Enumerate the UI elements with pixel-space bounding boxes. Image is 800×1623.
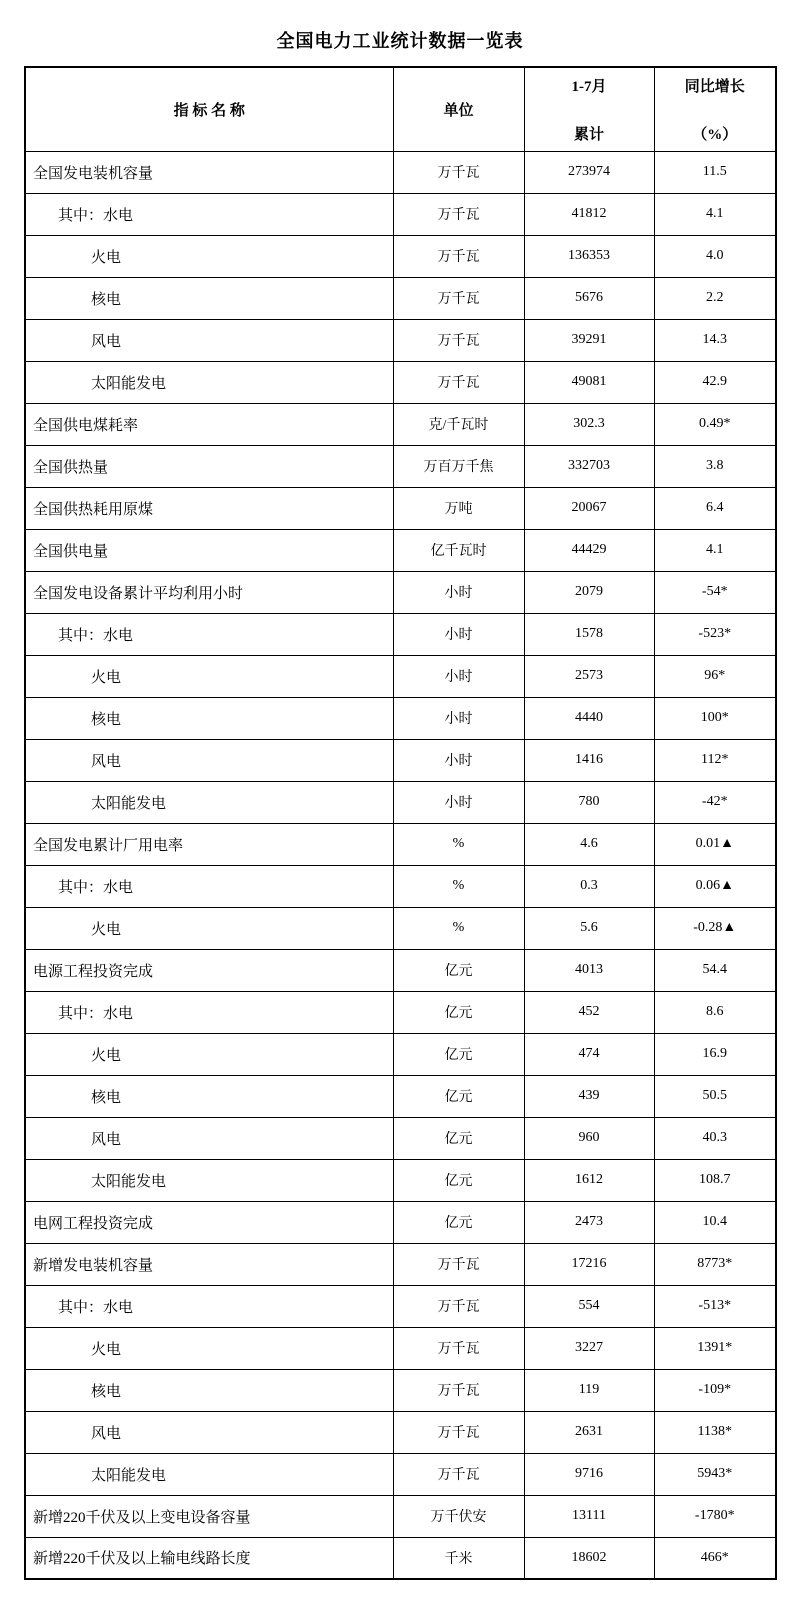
growth-cell: -0.28▲ <box>654 907 776 949</box>
growth-cell: 50.5 <box>654 1075 776 1117</box>
header-row <box>25 67 776 151</box>
indicator-cell: 核电 <box>25 1369 393 1411</box>
table-row <box>25 907 776 949</box>
unit-cell: 万千瓦 <box>393 277 524 319</box>
indicator-cell: 新增发电装机容量 <box>25 1243 393 1285</box>
table-row <box>25 823 776 865</box>
table-row <box>25 1117 776 1159</box>
unit-cell: 万千瓦 <box>393 1285 524 1327</box>
growth-cell: -109* <box>654 1369 776 1411</box>
indicator-cell: 火电 <box>25 1033 393 1075</box>
table-row <box>25 277 776 319</box>
indicator-cell: 太阳能发电 <box>25 361 393 403</box>
growth-cell: 2.2 <box>654 277 776 319</box>
growth-cell: 8.6 <box>654 991 776 1033</box>
growth-cell: 6.4 <box>654 487 776 529</box>
growth-cell: 10.4 <box>654 1201 776 1243</box>
value-cell: 1612 <box>524 1159 654 1201</box>
header-period-line1: 1-7月 <box>571 78 607 95</box>
value-cell: 9716 <box>524 1453 654 1495</box>
indicator-cell: 火电 <box>25 1327 393 1369</box>
growth-cell: -513* <box>654 1285 776 1327</box>
value-cell: 4013 <box>524 949 654 991</box>
value-cell: 780 <box>524 781 654 823</box>
value-cell: 452 <box>524 991 654 1033</box>
growth-cell: 4.1 <box>654 193 776 235</box>
growth-cell: 0.49* <box>654 403 776 445</box>
indicator-cell: 其中：水电 <box>25 865 393 907</box>
indicator-cell: 其中：水电 <box>25 193 393 235</box>
table-row <box>25 1537 776 1579</box>
unit-cell: 万千瓦 <box>393 1453 524 1495</box>
value-cell: 474 <box>524 1033 654 1075</box>
growth-cell: 0.06▲ <box>654 865 776 907</box>
value-cell: 2573 <box>524 655 654 697</box>
indicator-cell: 其中：水电 <box>25 1285 393 1327</box>
unit-cell: 小时 <box>393 613 524 655</box>
value-cell: 18602 <box>524 1537 654 1579</box>
growth-cell: 100* <box>654 697 776 739</box>
growth-cell: 42.9 <box>654 361 776 403</box>
growth-cell: -523* <box>654 613 776 655</box>
unit-cell: 万千瓦 <box>393 1243 524 1285</box>
value-cell: 13111 <box>524 1495 654 1537</box>
table-body <box>25 151 776 1579</box>
growth-cell: 96* <box>654 655 776 697</box>
table-row <box>25 1327 776 1369</box>
table-row <box>25 529 776 571</box>
indicator-cell: 风电 <box>25 739 393 781</box>
unit-cell: 万千瓦 <box>393 151 524 193</box>
table-row <box>25 1075 776 1117</box>
table-row <box>25 1411 776 1453</box>
table-row <box>25 1285 776 1327</box>
table-row <box>25 361 776 403</box>
table-row <box>25 865 776 907</box>
unit-cell: 万千伏安 <box>393 1495 524 1537</box>
page-title: 全国电力工业统计数据一览表 <box>276 31 524 51</box>
table-row <box>25 319 776 361</box>
value-cell: 4440 <box>524 697 654 739</box>
growth-cell: -1780* <box>654 1495 776 1537</box>
value-cell: 17216 <box>524 1243 654 1285</box>
growth-cell: 0.01▲ <box>654 823 776 865</box>
unit-cell: 万千瓦 <box>393 361 524 403</box>
value-cell: 44429 <box>524 529 654 571</box>
indicator-cell: 核电 <box>25 277 393 319</box>
unit-cell: 万千瓦 <box>393 1369 524 1411</box>
unit-cell: 千米 <box>393 1537 524 1579</box>
table-row <box>25 991 776 1033</box>
indicator-cell: 全国发电装机容量 <box>25 151 393 193</box>
value-cell: 39291 <box>524 319 654 361</box>
value-cell: 439 <box>524 1075 654 1117</box>
unit-cell: 万吨 <box>393 487 524 529</box>
unit-cell: % <box>393 907 524 949</box>
indicator-cell: 全国发电累计厂用电率 <box>25 823 393 865</box>
indicator-cell: 风电 <box>25 1411 393 1453</box>
growth-cell: 112* <box>654 739 776 781</box>
unit-cell: 亿元 <box>393 991 524 1033</box>
value-cell: 302.3 <box>524 403 654 445</box>
table-row <box>25 949 776 991</box>
table-row <box>25 151 776 193</box>
value-cell: 20067 <box>524 487 654 529</box>
unit-cell: 小时 <box>393 655 524 697</box>
growth-cell: 1138* <box>654 1411 776 1453</box>
growth-cell: 54.4 <box>654 949 776 991</box>
unit-cell: 万千瓦 <box>393 319 524 361</box>
table-row <box>25 1495 776 1537</box>
table-row <box>25 697 776 739</box>
header-period-line2: 累计 <box>573 126 604 143</box>
table-row <box>25 1243 776 1285</box>
indicator-cell: 全国发电设备累计平均利用小时 <box>25 571 393 613</box>
table-row <box>25 445 776 487</box>
value-cell: 119 <box>524 1369 654 1411</box>
growth-cell: 40.3 <box>654 1117 776 1159</box>
table-row <box>25 739 776 781</box>
growth-cell: 14.3 <box>654 319 776 361</box>
growth-cell: 108.7 <box>654 1159 776 1201</box>
value-cell: 273974 <box>524 151 654 193</box>
growth-cell: 1391* <box>654 1327 776 1369</box>
value-cell: 1416 <box>524 739 654 781</box>
header-indicator: 指 标 名 称 <box>25 67 393 151</box>
value-cell: 960 <box>524 1117 654 1159</box>
indicator-cell: 全国供电煤耗率 <box>25 403 393 445</box>
unit-cell: 万百万千焦 <box>393 445 524 487</box>
table-row <box>25 193 776 235</box>
growth-cell: 8773* <box>654 1243 776 1285</box>
value-cell: 5676 <box>524 277 654 319</box>
indicator-cell: 电源工程投资完成 <box>25 949 393 991</box>
header-period <box>524 67 654 151</box>
value-cell: 41812 <box>524 193 654 235</box>
header-growth <box>654 67 776 151</box>
unit-cell: 亿元 <box>393 1201 524 1243</box>
table-row <box>25 571 776 613</box>
table-header <box>25 67 776 151</box>
indicator-cell: 核电 <box>25 1075 393 1117</box>
table-row <box>25 1453 776 1495</box>
header-growth-line1: 同比增长 <box>684 78 745 95</box>
unit-cell: 亿元 <box>393 1117 524 1159</box>
unit-cell: 小时 <box>393 781 524 823</box>
value-cell: 5.6 <box>524 907 654 949</box>
unit-cell: % <box>393 823 524 865</box>
table-row <box>25 1201 776 1243</box>
value-cell: 2473 <box>524 1201 654 1243</box>
table-row <box>25 1159 776 1201</box>
value-cell: 49081 <box>524 361 654 403</box>
statistics-table <box>24 66 777 1580</box>
value-cell: 4.6 <box>524 823 654 865</box>
table-row <box>25 655 776 697</box>
unit-cell: 小时 <box>393 697 524 739</box>
indicator-cell: 太阳能发电 <box>25 1159 393 1201</box>
unit-cell: 万千瓦 <box>393 1327 524 1369</box>
value-cell: 554 <box>524 1285 654 1327</box>
indicator-cell: 其中：水电 <box>25 991 393 1033</box>
indicator-cell: 全国供热耗用原煤 <box>25 487 393 529</box>
header-growth-line2: （%） <box>692 126 738 143</box>
table-row <box>25 781 776 823</box>
value-cell: 0.3 <box>524 865 654 907</box>
table-row <box>25 403 776 445</box>
growth-cell: 4.0 <box>654 235 776 277</box>
unit-cell: 克/千瓦时 <box>393 403 524 445</box>
unit-cell: 亿元 <box>393 1033 524 1075</box>
growth-cell: 3.8 <box>654 445 776 487</box>
value-cell: 2631 <box>524 1411 654 1453</box>
table-row <box>25 613 776 655</box>
indicator-cell: 新增220千伏及以上变电设备容量 <box>25 1495 393 1537</box>
indicator-cell: 全国供热量 <box>25 445 393 487</box>
growth-cell: 466* <box>654 1537 776 1579</box>
unit-cell: 亿元 <box>393 1159 524 1201</box>
growth-cell: 5943* <box>654 1453 776 1495</box>
table-row <box>25 235 776 277</box>
value-cell: 332703 <box>524 445 654 487</box>
indicator-cell: 太阳能发电 <box>25 781 393 823</box>
unit-cell: % <box>393 865 524 907</box>
indicator-cell: 火电 <box>25 235 393 277</box>
growth-cell: 16.9 <box>654 1033 776 1075</box>
indicator-cell: 风电 <box>25 1117 393 1159</box>
unit-cell: 小时 <box>393 739 524 781</box>
table-row <box>25 1369 776 1411</box>
table-row <box>25 1033 776 1075</box>
indicator-cell: 火电 <box>25 907 393 949</box>
growth-cell: 11.5 <box>654 151 776 193</box>
unit-cell: 亿元 <box>393 949 524 991</box>
growth-cell: -42* <box>654 781 776 823</box>
indicator-cell: 太阳能发电 <box>25 1453 393 1495</box>
table-row <box>25 487 776 529</box>
indicator-cell: 电网工程投资完成 <box>25 1201 393 1243</box>
unit-cell: 亿元 <box>393 1075 524 1117</box>
indicator-cell: 风电 <box>25 319 393 361</box>
indicator-cell: 火电 <box>25 655 393 697</box>
indicator-cell: 核电 <box>25 697 393 739</box>
indicator-cell: 其中：水电 <box>25 613 393 655</box>
unit-cell: 万千瓦 <box>393 1411 524 1453</box>
indicator-cell: 全国供电量 <box>25 529 393 571</box>
unit-cell: 万千瓦 <box>393 235 524 277</box>
value-cell: 3227 <box>524 1327 654 1369</box>
indicator-cell: 新增220千伏及以上输电线路长度 <box>25 1537 393 1579</box>
value-cell: 1578 <box>524 613 654 655</box>
value-cell: 136353 <box>524 235 654 277</box>
unit-cell: 亿千瓦时 <box>393 529 524 571</box>
value-cell: 2079 <box>524 571 654 613</box>
growth-cell: -54* <box>654 571 776 613</box>
growth-cell: 4.1 <box>654 529 776 571</box>
unit-cell: 万千瓦 <box>393 193 524 235</box>
header-unit: 单位 <box>393 67 524 151</box>
unit-cell: 小时 <box>393 571 524 613</box>
